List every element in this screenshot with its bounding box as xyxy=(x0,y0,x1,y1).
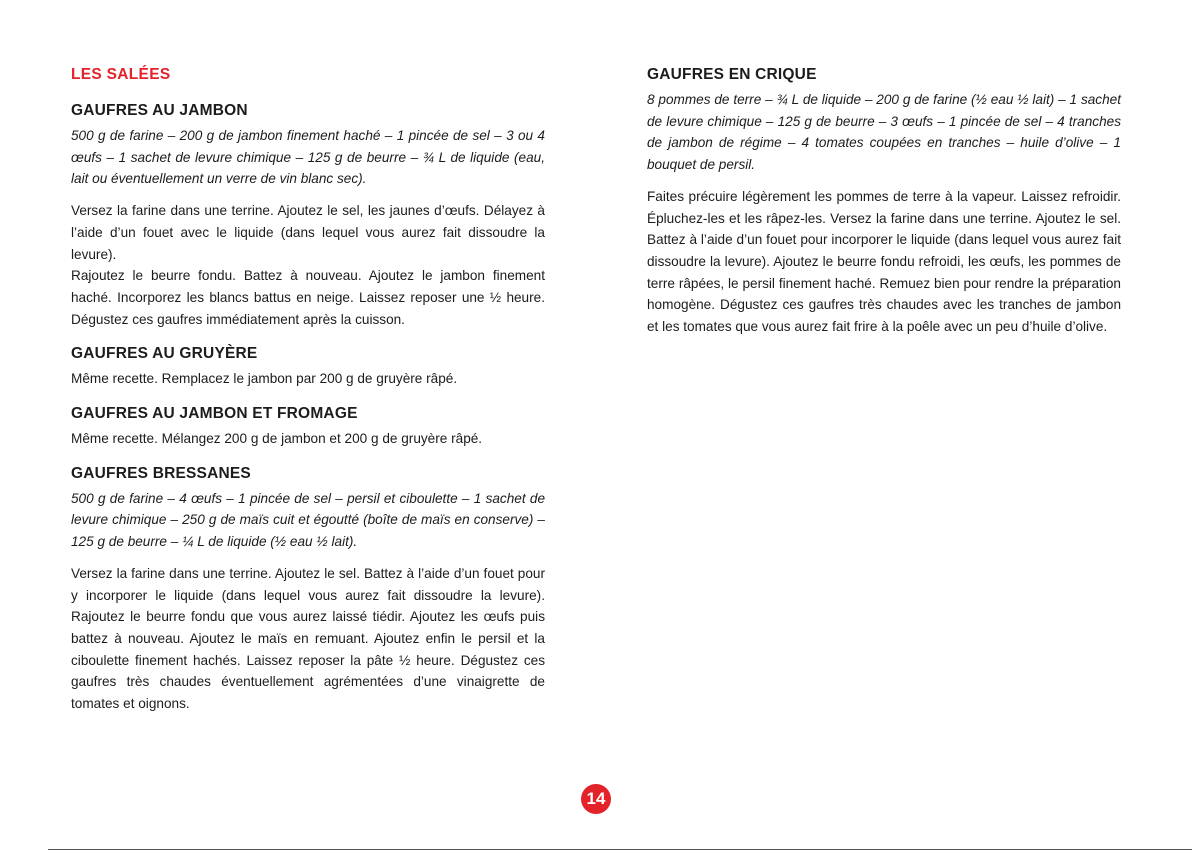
left-column xyxy=(71,64,545,728)
recipe-ingredients: 500 g de farine – 4 œufs – 1 pincée de sel – persil et ciboulette – 1 sachet de levure chimique – 250 g de maïs cuit et égoutté (boîte de maïs en conserve) – 125 g de beurre – ¼ L de liquide (½ eau ½ lait). xyxy=(71,490,545,550)
right-column xyxy=(647,64,1121,351)
recipe-instructions: Versez la farine dans une terrine. Ajoutez le sel, les jaunes d’œufs. Délayez à l’aide d’un fouet avec le liquide (dans lequel vous aurez fait dissoudre la levure). xyxy=(71,203,545,262)
recipe-title: GAUFRES AU GRUYÈRE xyxy=(71,345,258,363)
recipe-gaufres-au-gruyere xyxy=(71,343,545,390)
section-title: LES SALÉES xyxy=(71,66,171,83)
recipe-instructions: Faites précuire légèrement les pommes de terre à la vapeur. Laissez refroidir. Épluchez-les et les râpez-les. Versez la farine dans une terrine. Ajoutez le sel. Battez à l’aide d’un fouet pour incorporer le liquide (dans lequel vous aurez fait dissoudre la levure). Ajoutez le beurre fondu refroidi, les œufs, les pommes de terre râpées, le persil finement haché. Remuez bien pour rendre la préparation homogène. Dégustez ces gaufres très chaudes avec les tranches de jambon et les tomates que vous aurez fait frire à la poêle avec un peu d’huile d’olive. xyxy=(647,188,1121,335)
page-number-badge: 14 xyxy=(581,784,611,814)
recipe-instructions: Versez la farine dans une terrine. Ajoutez le sel. Battez à l’aide d’un fouet pour y incorporer le liquide (dans lequel vous aurez fait dissoudre la levure). Rajoutez le beurre fondu que vous aurez laissé tiédir. Ajoutez les œufs puis battez à nouveau. Ajoutez le maïs en remuant. Ajoutez enfin le persil et la ciboulette finement hachés. Laissez reposer la pâte ½ heure. Dégustez ces gaufres très chaudes éventuellement agrémentées d’une vinaigrette de tomates et oignons. xyxy=(71,565,545,712)
recipe-ingredients: 8 pommes de terre – ¾ L de liquide – 200 g de farine (½ eau ½ lait) – 1 sachet de levure chimique – 125 g de beurre – 3 œufs – 1 pincée de sel – 4 tranches de jambon de régime – 4 tomates coupées en tranches – huile d’olive – 1 bouquet de persil. xyxy=(647,92,1121,173)
recipe-gaufres-au-jambon xyxy=(71,100,545,330)
recipe-title: GAUFRES AU JAMBON ET FROMAGE xyxy=(71,405,358,423)
recipe-title: GAUFRES EN CRIQUE xyxy=(647,66,817,83)
recipe-title: GAUFRES AU JAMBON xyxy=(71,102,248,119)
recipe-text: Même recette. Remplacez le jambon par 200 g de gruyère râpé. xyxy=(71,371,458,387)
bottom-divider xyxy=(48,849,1192,850)
recipe-text: Même recette. Mélangez 200 g de jambon et 200 g de gruyère râpé. xyxy=(71,431,483,447)
recipe-instructions-continued: Rajoutez le beurre fondu. Battez à nouveau. Ajoutez le jambon finement haché. Incorporez les blancs battus en neige. Laissez reposer une ½ heure. Dégustez ces gaufres immédiatement après la cuisson. xyxy=(71,268,545,327)
recipe-title: GAUFRES BRESSANES xyxy=(71,464,251,482)
recipe-gaufres-jambon-fromage xyxy=(71,403,545,450)
recipe-gaufres-en-crique xyxy=(647,64,1121,338)
recipe-gaufres-bressanes xyxy=(71,463,545,715)
recipe-ingredients: 500 g de farine – 200 g de jambon finement haché – 1 pincée de sel – 3 ou 4 œufs – 1 sachet de levure chimique – 125 g de beurre – ¾ L de liquide (eau, lait ou éventuellement un verre de vin blanc sec). xyxy=(71,128,545,187)
